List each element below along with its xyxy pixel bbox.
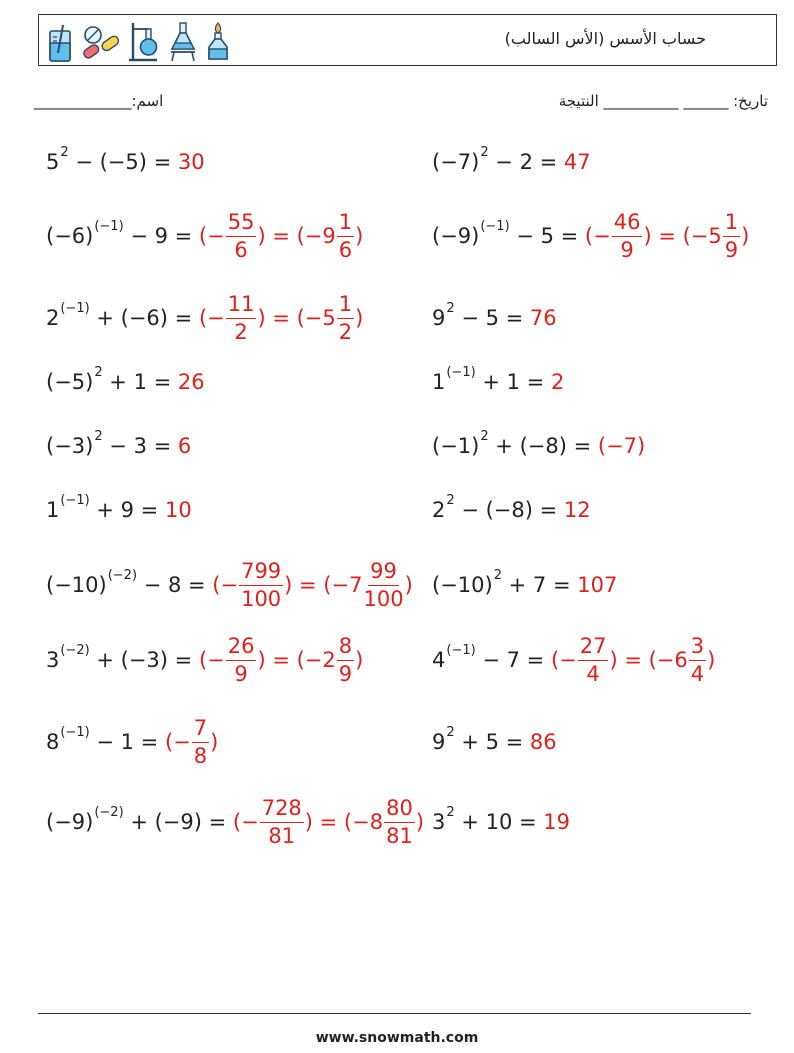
fraction-denominator: 81 (386, 823, 413, 848)
problem-exponent: 2 (94, 428, 103, 444)
answer-text: (−7) (597, 434, 646, 458)
answer-fraction (239, 558, 283, 611)
answer-text: 19 (543, 810, 571, 834)
answer-text: ) = (−8 (304, 810, 384, 834)
problem-item (432, 557, 617, 613)
problem-base: (−5) (46, 370, 94, 394)
answer-text: (− (584, 224, 611, 248)
answer-text: (− (164, 730, 191, 754)
fraction-denominator: 9 (724, 237, 739, 262)
answer-text: ) = (−2 (257, 648, 336, 672)
problem-operation: − 2 = (488, 150, 564, 174)
problem-base: 2 (46, 306, 60, 330)
answer-fraction (192, 715, 209, 768)
problem-answer (564, 150, 591, 174)
problem-exponent: 2 (493, 567, 502, 583)
problem-base: 3 (46, 648, 60, 672)
problem-base: (−10) (46, 573, 107, 597)
problem-base: (−9) (432, 224, 480, 248)
problem-operation: − 5 = (509, 224, 585, 248)
answer-text: (− (550, 648, 577, 672)
problem-base: (−10) (432, 573, 493, 597)
fraction-numerator: 99 (368, 561, 399, 586)
fraction-numerator: 1 (723, 212, 740, 237)
problem-item (46, 208, 363, 264)
answer-text: 10 (164, 498, 192, 522)
problem-base: 1 (46, 498, 60, 522)
problem-answer (530, 730, 557, 754)
problem-base: 2 (432, 498, 446, 522)
fraction-numerator: 1 (337, 212, 354, 237)
answer-text: ) = (−6 (609, 648, 688, 672)
problem-answer (584, 209, 750, 262)
answer-fraction (337, 291, 354, 344)
answer-text: ) (355, 648, 364, 672)
fraction-numerator: 7 (192, 718, 209, 743)
answer-text: ) = (−5 (643, 224, 722, 248)
fraction-denominator: 4 (586, 661, 600, 686)
bunsen-burner-icon (205, 21, 231, 63)
answer-text: ) (210, 730, 219, 754)
answer-text: (− (198, 648, 225, 672)
problem-item (46, 290, 363, 346)
problem-exponent: 2 (480, 144, 489, 160)
answer-text: ) (355, 306, 364, 330)
problem-exponent: (−1) (480, 218, 510, 234)
problem-exponent: (−2) (60, 642, 90, 658)
date-result-field (559, 92, 768, 110)
answer-text: ) = (−7 (284, 573, 363, 597)
problem-answer (178, 150, 205, 174)
answer-text: 2 (550, 370, 565, 394)
fraction-denominator: 2 (234, 319, 248, 344)
problem-answer (212, 558, 413, 611)
answer-text: ) (355, 224, 364, 248)
pills-icon (79, 23, 121, 63)
problem-answer (564, 498, 591, 522)
answer-text: 76 (529, 306, 557, 330)
problem-base: 5 (46, 150, 60, 174)
answer-text: ) = (−5 (257, 306, 336, 330)
worksheet-title: حساب الأسس (الأس السالب) (504, 29, 706, 48)
problem-exponent: 2 (60, 144, 69, 160)
answer-text: ) (707, 648, 716, 672)
problem-base: 9 (432, 306, 446, 330)
problem-item (432, 482, 591, 538)
problem-exponent: (−1) (446, 642, 476, 658)
fraction-numerator: 799 (239, 561, 283, 586)
problem-exponent: 2 (446, 804, 455, 820)
name-label: اسم: (131, 92, 164, 110)
problem-exponent: 2 (446, 492, 455, 508)
fraction-numerator: 8 (337, 636, 354, 661)
problem-answer (178, 434, 191, 458)
problem-operation: + (−3) = (89, 648, 199, 672)
answer-text: 107 (577, 573, 618, 597)
problem-answer (530, 306, 557, 330)
answer-text: 86 (529, 730, 557, 754)
problem-operation: + (−9) = (123, 810, 233, 834)
problem-operation: + 1 = (475, 370, 551, 394)
fraction-numerator: 11 (226, 294, 257, 319)
problem-exponent: (−1) (94, 218, 124, 234)
fraction-numerator: 46 (612, 212, 643, 237)
problem-item (432, 794, 570, 850)
problem-operation: − 3 = (102, 434, 178, 458)
problem-operation: + 9 = (89, 498, 165, 522)
flask-stand-icon (167, 21, 199, 63)
answer-text: 6 (177, 434, 192, 458)
answer-text: 26 (177, 370, 205, 394)
fraction-denominator: 6 (338, 237, 353, 262)
problem-operation: + 10 = (454, 810, 544, 834)
problem-item (432, 208, 749, 264)
answer-fraction (612, 209, 643, 262)
answer-text: ) (404, 573, 413, 597)
problem-operation: − 1 = (89, 730, 165, 754)
date-line: ______ (683, 92, 729, 110)
problem-answer (598, 434, 645, 458)
problem-operation: + 1 = (102, 370, 178, 394)
footer-divider (38, 1013, 751, 1014)
problem-operation: + 5 = (454, 730, 530, 754)
problem-operation: − 9 = (123, 224, 199, 248)
fraction-numerator: 27 (578, 636, 609, 661)
beaker-icon (47, 23, 73, 63)
fraction-numerator: 3 (689, 636, 706, 661)
fraction-numerator: 80 (384, 798, 415, 823)
problem-item (432, 714, 557, 770)
problem-answer (551, 370, 564, 394)
problem-base: (−7) (432, 150, 480, 174)
fraction-denominator: 8 (193, 743, 208, 768)
fraction-numerator: 728 (260, 798, 304, 823)
problem-operation: + 7 = (501, 573, 578, 597)
answer-fraction (689, 633, 706, 686)
problem-item (46, 482, 192, 538)
problem-answer (178, 370, 205, 394)
problem-exponent: (−1) (60, 300, 90, 316)
problem-answer (164, 715, 219, 768)
fraction-denominator: 4 (690, 661, 705, 686)
problem-base: 9 (432, 730, 446, 754)
problem-base: 1 (432, 370, 446, 394)
answer-text: ) (415, 810, 425, 834)
fraction-denominator: 9 (620, 237, 634, 262)
problem-answer (165, 498, 192, 522)
answer-fraction (226, 209, 257, 262)
problem-operation: − (−8) = (454, 498, 564, 522)
fraction-denominator: 9 (234, 661, 248, 686)
name-field (34, 92, 163, 110)
answer-text: ) = (−9 (257, 224, 336, 248)
problem-operation: − 8 = (137, 573, 213, 597)
problem-exponent: 2 (480, 428, 489, 444)
problem-exponent: (−1) (60, 724, 90, 740)
answer-text: 47 (563, 150, 591, 174)
fraction-numerator: 55 (226, 212, 257, 237)
problem-exponent: 2 (446, 724, 455, 740)
problem-item (46, 418, 191, 474)
problem-item (46, 557, 413, 613)
problem-base: (−6) (46, 224, 94, 248)
answer-fraction (384, 795, 415, 848)
problem-exponent: (−1) (60, 492, 90, 508)
answer-text: 30 (177, 150, 205, 174)
problem-base: 4 (432, 648, 446, 672)
problem-operation: − 5 = (454, 306, 530, 330)
problem-answer (198, 633, 364, 686)
answer-fraction (723, 209, 740, 262)
problem-base: (−1) (432, 434, 480, 458)
problem-operation: + (−6) = (89, 306, 199, 330)
result-line: __________ (603, 92, 679, 110)
answer-fraction (226, 633, 257, 686)
result-label: النتيجة (558, 92, 599, 110)
problem-item (432, 632, 715, 688)
date-label: تاريخ: (733, 92, 768, 110)
fraction-denominator: 6 (234, 237, 248, 262)
fraction-denominator: 100 (363, 586, 404, 611)
problem-exponent: 2 (94, 364, 103, 380)
problem-exponent: (−2) (107, 567, 138, 583)
answer-fraction (363, 558, 404, 611)
problem-exponent: (−2) (94, 804, 124, 820)
fraction-denominator: 100 (241, 586, 282, 611)
problem-answer (577, 573, 617, 597)
problem-item (46, 794, 424, 850)
answer-text: (− (198, 306, 225, 330)
problem-exponent: (−1) (446, 364, 476, 380)
problem-answer (232, 795, 425, 848)
problem-item (46, 632, 363, 688)
answer-fraction (337, 633, 354, 686)
problem-item (432, 290, 557, 346)
problem-exponent: 2 (446, 300, 455, 316)
header-box (38, 14, 777, 66)
problem-base: (−3) (46, 434, 94, 458)
problem-answer (543, 810, 570, 834)
problem-base: 8 (46, 730, 60, 754)
problem-item (432, 418, 645, 474)
problem-item (432, 134, 591, 190)
problem-operation: − (−5) = (68, 150, 178, 174)
name-line: _____________ (34, 92, 132, 110)
answer-text: ) (741, 224, 750, 248)
answer-fraction (260, 795, 304, 848)
footer-url: www.snowmath.com (315, 1030, 479, 1046)
answer-text: (− (198, 224, 225, 248)
problem-base: 3 (432, 810, 446, 834)
fraction-denominator: 81 (268, 823, 296, 848)
answer-text: (− (232, 810, 259, 834)
problem-operation: − 7 = (475, 648, 551, 672)
problem-base: (−9) (46, 810, 94, 834)
problem-answer (198, 291, 364, 344)
fraction-numerator: 1 (337, 294, 354, 319)
problem-item (46, 714, 218, 770)
answer-fraction (337, 209, 354, 262)
problem-answer (550, 633, 716, 686)
problem-item (432, 354, 564, 410)
answer-fraction (226, 291, 257, 344)
answer-text: 12 (563, 498, 591, 522)
answer-fraction (578, 633, 609, 686)
answer-text: (− (212, 573, 239, 597)
problem-answer (198, 209, 364, 262)
problem-item (46, 354, 205, 410)
fraction-numerator: 26 (226, 636, 257, 661)
lab-stand-icon (127, 21, 161, 63)
problem-item (46, 134, 205, 190)
header-icons (47, 19, 231, 63)
problem-operation: + (−8) = (488, 434, 598, 458)
fraction-denominator: 9 (338, 661, 353, 686)
fraction-denominator: 2 (338, 319, 353, 344)
